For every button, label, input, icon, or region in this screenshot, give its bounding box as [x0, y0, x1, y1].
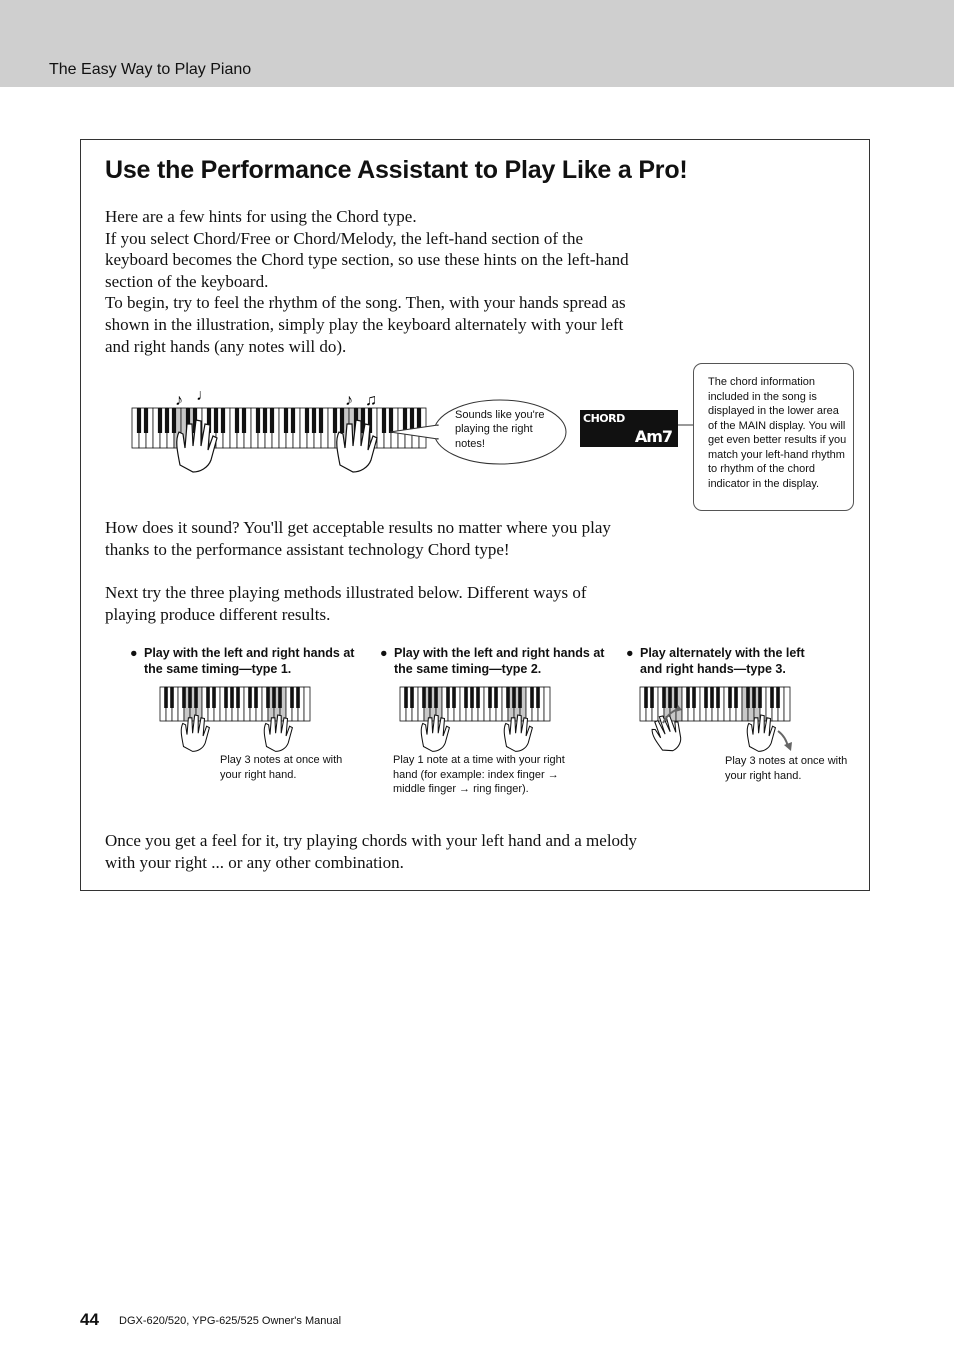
page-number: 44: [80, 1310, 99, 1329]
method-3-title: ● Play alternately with the left and right hands—type 3.: [626, 646, 805, 676]
music-note-icon: ♪: [175, 392, 183, 409]
bullet-icon: ●: [130, 646, 138, 660]
keyboard-illustration-type3: [638, 685, 798, 760]
intro-line-2: If you select Chord/Free or Chord/Melody, the left-hand section of the keyboard becomes the Chord type section, so use these hints on the left-hand section of the keyboard.: [105, 228, 629, 291]
note-text: The chord information included in the song is displayed in the lower area of the MAIN display. You will get even better results if you match your left-hand rhythm to rhythm of the chord indicator in the display.: [708, 376, 847, 490]
page-heading: Use the Performance Assistant to Play Like a Pro!: [105, 156, 688, 184]
section-title: The Easy Way to Play Piano: [49, 61, 252, 78]
bullet-icon: ●: [380, 646, 388, 660]
keyboard-illustration-type1: [158, 685, 313, 750]
method-1-title: ● Play with the left and right hands at the same timing—type 1.: [130, 646, 355, 676]
chord-display: [580, 410, 678, 447]
method-2-title: ● Play with the left and right hands at the same timing—type 2.: [380, 646, 605, 676]
display-label: CHORD: [583, 412, 625, 425]
keyboard-illustration-main: [130, 380, 430, 470]
music-note-icon: ♪: [345, 392, 353, 409]
method-1-caption: Play 3 notes at once with your right hand.: [220, 754, 343, 781]
bullet-icon: ●: [626, 646, 634, 660]
intro-line-1: Here are a few hints for using the Chord type.: [105, 207, 417, 226]
intro-text: [105, 206, 640, 357]
manual-title: DGX-620/520, YPG-625/525 Owner's Manual: [119, 1315, 342, 1327]
para-next: Next try the three playing methods illustrated below. Different ways of playing produce different results.: [105, 583, 587, 624]
speech-bubble-text: Sounds like you're playing the right notes!: [455, 409, 545, 450]
para-sound: How does it sound? You'll get acceptable results no matter where you play thanks to the performance assistant technology Chord type!: [105, 518, 611, 559]
intro-line-3: To begin, try to feel the rhythm of the song. Then, with your hands spread as shown in the illustration, simply play the keyboard alternately with your left and right hands (any notes will do).: [105, 293, 626, 356]
music-note-icon: ♫: [365, 392, 377, 409]
music-note-icon: ♩: [196, 387, 212, 404]
method-2-caption: Play 1 note at a time with your right hand (for example: index finger → middle finger → ring finger).: [393, 754, 565, 796]
keyboard-illustration-type2: [398, 685, 553, 750]
closing-text: Once you get a feel for it, try playing chords with your left hand and a melody with your right ... or any other combination.: [105, 831, 638, 872]
method-3-caption: Play 3 notes at once with your right hand.: [725, 755, 848, 782]
display-chord: Am7: [634, 427, 672, 446]
